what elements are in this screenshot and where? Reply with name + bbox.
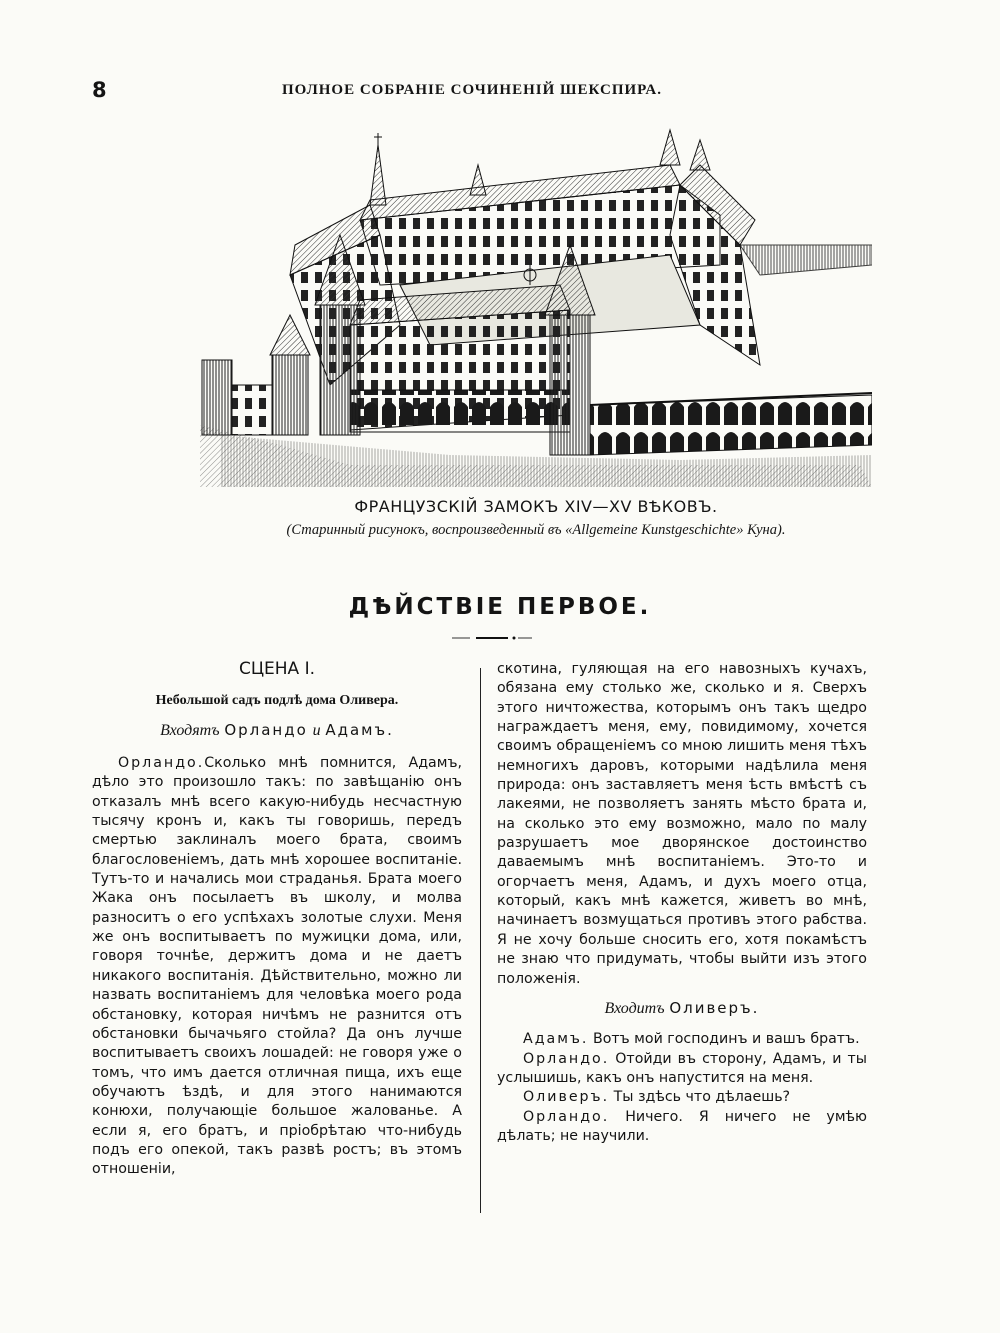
speaker-name: Оливеръ. bbox=[523, 1089, 610, 1106]
stage-verb: Входитъ bbox=[604, 999, 665, 1017]
dialogue-text: Вотъ мой господинъ и вашъ братъ. bbox=[592, 1031, 860, 1048]
divider-ornament bbox=[452, 633, 532, 643]
scene-setting: Небольшой садъ подлѣ дома Оливера. bbox=[155, 693, 399, 709]
speaker-name: Орландо. bbox=[523, 1050, 610, 1067]
character-name: Оливеръ. bbox=[669, 998, 760, 1017]
speaker-name: Орландо. bbox=[118, 755, 205, 772]
stage-direction bbox=[92, 721, 462, 740]
character-name: Орландо bbox=[224, 720, 308, 739]
speaker-name: Орландо. bbox=[523, 1108, 610, 1125]
character-name: Адамъ. bbox=[325, 720, 394, 739]
page-number: 8 bbox=[92, 78, 107, 102]
left-column bbox=[92, 660, 462, 1180]
scene-title: СЦЕНА I. bbox=[238, 659, 316, 679]
dialogue-text: Отойди въ сторону, Адамъ, и ты услышишь, какъ онъ напустится на меня. bbox=[497, 1050, 867, 1086]
stage-verb: Входятъ bbox=[160, 721, 220, 739]
dialogue-text: Ты здѣсь что дѣлаешь? bbox=[613, 1089, 791, 1106]
caption-title: ФРАНЦУЗСКІЙ ЗАМОКЪ XIV—XV ВѢКОВЪ. bbox=[354, 497, 718, 516]
stage-conj: и bbox=[312, 721, 321, 739]
speech-paragraph bbox=[92, 754, 462, 1180]
page-header bbox=[92, 78, 892, 102]
dialogue-line bbox=[497, 1108, 867, 1147]
dialogue-line bbox=[497, 1050, 867, 1089]
act-title: ДѢЙСТВІЕ ПЕРВОЕ. bbox=[348, 594, 652, 620]
right-column bbox=[497, 660, 867, 1146]
running-title: ПОЛНОЕ СОБРАНІЕ СОЧИНЕНІЙ ШЕКСПИРА. bbox=[282, 82, 662, 98]
speech-text: Сколько мнѣ помнится, Адамъ, дѣло это произошло такъ: по завѣщанію онъ отказалъ мнѣ всего какую-нибудь несчастную тысячу кронъ и, какъ ты говоришь, передъ смертью заклиналъ моего брата, своимъ благословеніемъ, дать мнѣ хорошее воспитаніе. Тутъ-то и начались мои страданья. Брата моего Жака онъ посылаетъ въ школу, и молва разноситъ о его успѣхахъ золотые слухи. Меня же онъ воспитываетъ по мужицки дома, или, говоря точнѣе, держитъ дома и не даетъ никакого воспитанія. Дѣйствительно, можно ли назвать воспитаніемъ для человѣка моего рода обстановку, которая ничѣмъ не разнится отъ обстановки бычачьяго стойла? Да онъ лучше воспитываетъ своихъ лошадей: не говоря уже о томъ, что имъ дается отличная пища, ихъ еще обучаютъ ѣздѣ, и для этого нанимаются конюхи, получающіе большое жалованье. А если я, его братъ, и пріобрѣтаю что-нибудь подъ его опекой, такъ развѣ ростъ; въ этомъ отношеніи, bbox=[92, 755, 462, 1178]
dialogue-line bbox=[497, 1030, 867, 1049]
stage-direction bbox=[497, 999, 867, 1018]
column-divider bbox=[480, 668, 481, 1213]
dialogue-line bbox=[497, 1088, 867, 1107]
caption-note: (Старинный рисунокъ, воспроизведенный въ «Allgemeine Kunstgeschichte» Куна). bbox=[286, 522, 786, 538]
speech-continuation: скотина, гуляющая на его навозныхъ кучахъ, обязана ему столько же, сколько и я. Сверхъ этого ничтожества, которымъ онъ такъ щедро награждаетъ меня, ему, повидимому, хочется своимъ обращеніемъ со мною лишить меня тѣхъ немногихъ даровъ, которыми надѣлила меня природа: онъ заставляетъ меня ѣсть вмѣстѣ съ лакеями, не позволяетъ занять мѣсто брата и, на сколько это ему возможно, мало по малу разрушаетъ мое дворянское достоинство даваемымъ мнѣ воспитаніемъ. Это-то и огорчаетъ меня, Адамъ, и духъ моего отца, который, какъ мнѣ кажется, живетъ во мнѣ, начинаетъ возмущаться противъ этого рабства. Я не хочу больше сносить его, хотя покамѣстъ не знаю что придумать, чтобы выйти изъ этого положенія. bbox=[497, 661, 867, 987]
speaker-name: Адамъ. bbox=[523, 1031, 589, 1048]
dialogue-text: Ничего. Я ничего не умѣю дѣлать; не научили. bbox=[497, 1108, 867, 1144]
castle-engraving bbox=[200, 125, 872, 487]
figure-caption bbox=[200, 497, 872, 539]
